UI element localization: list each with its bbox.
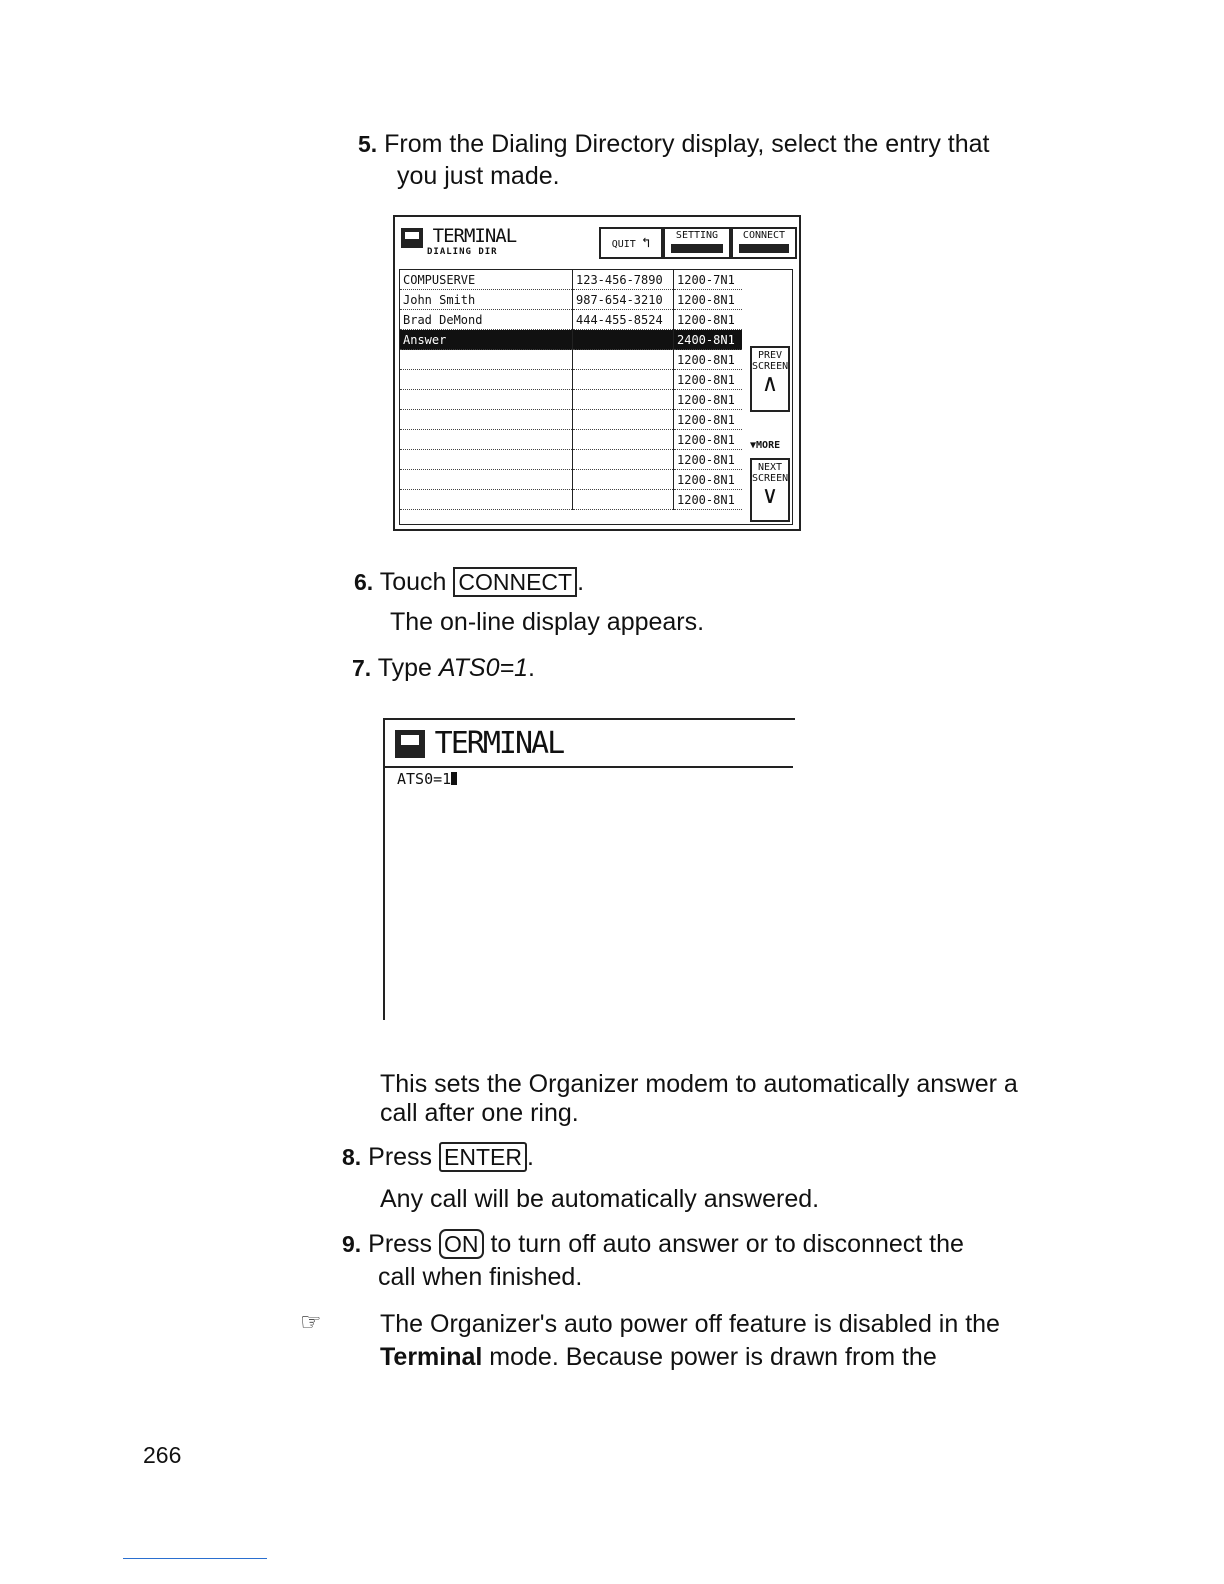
phone-number <box>573 330 674 350</box>
line-setting: 1200-8N1 <box>674 310 743 330</box>
quit-button[interactable] <box>599 227 663 259</box>
punctuation: . <box>526 1143 534 1171</box>
directory-row[interactable] <box>400 350 742 370</box>
down-arrow-icon: ▼ <box>750 440 757 451</box>
step-text: From the Dialing Directory display, select the entry that <box>384 130 990 158</box>
phone-number <box>573 410 674 430</box>
phone-number <box>573 370 674 390</box>
terminal-mode-name: Terminal <box>380 1343 483 1371</box>
setting-button[interactable] <box>663 227 731 259</box>
typed-command: ATS0=1 <box>397 770 452 788</box>
screen-subtitle: DIALING DIR <box>427 247 498 257</box>
connect-button[interactable] <box>731 227 797 259</box>
step-text: Press <box>368 1230 433 1258</box>
line-setting: 1200-7N1 <box>674 270 743 290</box>
more-label: MORE <box>756 440 781 451</box>
directory-row[interactable] <box>400 390 742 410</box>
phone-number <box>573 390 674 410</box>
step-8 <box>342 1141 534 1173</box>
next-screen-label: NEXT SCREEN <box>752 462 789 484</box>
step-9-continued: call when finished. <box>378 1263 583 1291</box>
step-5-continued: you just made. <box>397 162 560 190</box>
terminal-input-line[interactable] <box>397 770 457 788</box>
note-text-rest: mode. Because power is drawn from the <box>489 1343 937 1371</box>
entry-name <box>400 450 573 470</box>
phone-number <box>573 350 674 370</box>
line-setting: 1200-8N1 <box>674 350 743 370</box>
entry-name <box>400 350 573 370</box>
directory-frame <box>399 269 793 525</box>
step-number: 5. <box>358 131 378 157</box>
directory-row[interactable] <box>400 330 742 350</box>
step-number: 6. <box>354 569 374 595</box>
line-setting: 1200-8N1 <box>674 470 743 490</box>
terminal-screen <box>383 718 795 1020</box>
step-7-explanation: This sets the Organizer modem to automatically answer a <box>380 1070 1018 1098</box>
directory-row[interactable] <box>400 410 742 430</box>
terminal-title: TERMINAL <box>434 726 564 761</box>
line-setting: 2400-8N1 <box>674 330 743 350</box>
directory-row[interactable] <box>400 290 742 310</box>
page-number: 266 <box>143 1442 182 1468</box>
line-setting: 1200-8N1 <box>674 370 743 390</box>
directory-row[interactable] <box>400 270 742 290</box>
next-screen-button[interactable] <box>750 458 790 522</box>
phone-number: 987-654-3210 <box>573 290 674 310</box>
terminal-header <box>395 726 563 761</box>
entry-name <box>400 410 573 430</box>
line-setting: 1200-8N1 <box>674 410 743 430</box>
entry-name <box>400 490 573 510</box>
return-arrow-icon: ↰ <box>641 235 651 251</box>
directory-row[interactable] <box>400 450 742 470</box>
connect-key: CONNECT <box>453 567 577 597</box>
footer-rule <box>123 1558 267 1559</box>
connect-label: CONNECT <box>742 230 786 241</box>
header-divider <box>385 766 793 768</box>
phone-number: 123-456-7890 <box>573 270 674 290</box>
directory-table <box>400 270 742 510</box>
enter-tab-icon <box>739 244 789 253</box>
entry-name <box>400 370 573 390</box>
phone-number: 444-455-8524 <box>573 310 674 330</box>
setting-label: SETTING <box>675 230 719 241</box>
step-6-result: The on-line display appears. <box>390 608 705 636</box>
step-7 <box>352 652 535 684</box>
entry-name: Brad DeMond <box>400 310 573 330</box>
phone-number <box>573 470 674 490</box>
directory-row[interactable] <box>400 470 742 490</box>
prev-screen-button[interactable] <box>750 346 790 412</box>
prev-screen-label: PREV SCREEN <box>752 350 789 372</box>
chevron-up-icon: ∧ <box>762 369 778 397</box>
entry-name: John Smith <box>400 290 573 310</box>
line-setting: 1200-8N1 <box>674 490 743 510</box>
step-text: Press <box>368 1143 433 1171</box>
entry-name: Answer <box>400 330 573 350</box>
text-cursor <box>451 772 457 785</box>
enter-key: ENTER <box>439 1142 527 1172</box>
chevron-down-icon: ∨ <box>762 481 778 509</box>
screen-title: TERMINAL <box>432 225 517 247</box>
entry-name <box>400 470 573 490</box>
directory-row[interactable] <box>400 430 742 450</box>
phone-number <box>573 450 674 470</box>
line-setting: 1200-8N1 <box>674 450 743 470</box>
step-text: Type <box>377 654 432 682</box>
step-5 <box>358 128 989 160</box>
dialing-directory-screen <box>393 215 801 531</box>
quit-label: QUIT <box>611 239 636 250</box>
directory-row[interactable] <box>400 310 742 330</box>
step-7-explanation-continued: call after one ring. <box>380 1099 579 1127</box>
note-text-continued <box>380 1341 937 1373</box>
terminal-icon <box>401 228 423 248</box>
line-setting: 1200-8N1 <box>674 390 743 410</box>
pointing-hand-icon: ☞ <box>300 1309 322 1336</box>
step-text-continued: to turn off auto answer or to disconnect the <box>490 1230 964 1258</box>
more-indicator <box>750 440 780 451</box>
entry-name: COMPUSERVE <box>400 270 573 290</box>
step-6 <box>354 566 584 598</box>
directory-row[interactable] <box>400 490 742 510</box>
phone-number <box>573 490 674 510</box>
line-setting: 1200-8N1 <box>674 290 743 310</box>
directory-row[interactable] <box>400 370 742 390</box>
note-text: The Organizer's auto power off feature is disabled in the <box>380 1310 1000 1338</box>
entry-name <box>400 430 573 450</box>
step-number: 8. <box>342 1144 362 1170</box>
punctuation: . <box>577 568 585 596</box>
punctuation: . <box>528 654 535 682</box>
terminal-icon <box>395 730 425 758</box>
step-text: Touch <box>379 568 447 596</box>
step-9 <box>342 1228 964 1260</box>
line-setting: 1200-8N1 <box>674 430 743 450</box>
edit-tab-icon <box>671 244 723 253</box>
phone-number <box>573 430 674 450</box>
screen-header <box>401 225 516 248</box>
on-key: ON <box>439 1229 484 1259</box>
step-number: 7. <box>352 655 372 681</box>
entry-name <box>400 390 573 410</box>
step-number: 9. <box>342 1231 362 1257</box>
step-8-result: Any call will be automatically answered. <box>380 1185 820 1213</box>
command-text: ATS0=1 <box>438 654 529 682</box>
